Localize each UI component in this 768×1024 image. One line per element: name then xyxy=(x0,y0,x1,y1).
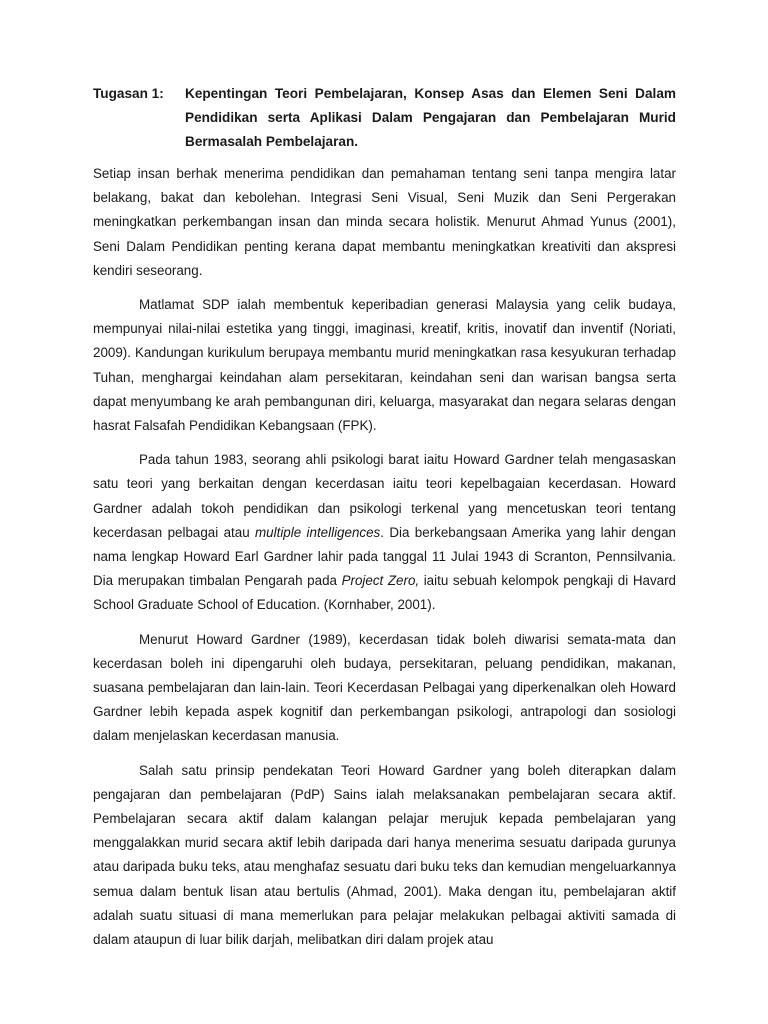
paragraph-3-text-b: . Dia berkebangsaan Amerika yang lahir dengan nama lengkap Howard Earl Gardner lahir pada tanggal 11 Julai 1943 di Scranton, Pennsilvania. Dia merupakan timbalan Pengarah pada xyxy=(93,524,676,589)
paragraph-4: Menurut Howard Gardner (1989), kecerdasan tidak boleh diwarisi semata-mata dan kecerdasan boleh ini dipengaruhi oleh budaya, persekitaran, peluang pendidikan, makanan, suasana pembelajaran dan lain-lain. Teori Kecerdasan Pelbagai yang diperkenalkan oleh Howard Gardner lebih kepada aspek kognitif dan perkembangan psikologi, antrapologi dan sosiologi dalam menjelaskan kecerdasan manusia. xyxy=(93,631,676,744)
assignment-label: Tugasan 1: xyxy=(93,86,164,101)
paragraph-3-text-a: Pada tahun 1983, seorang ahli psikologi barat iaitu Howard Gardner telah mengasaskan satu teori yang berkaitan dengan kecerdasan iaitu teori kepelbagaian kecerdasan. Howard Gardner adalah tokoh pendidikan dan psikologi terkenal yang mencetuskan teori tentang kecerdasan pelbagai atau xyxy=(93,452,676,540)
paragraph-3 xyxy=(93,448,676,617)
paragraph-5: Salah satu prinsip pendekatan Teori Howard Gardner yang boleh diterapkan dalam pengajaran dan pembelajaran (PdP) Sains ialah melaksanakan pembelajaran secara aktif. Pembelajaran secara aktif dalam kalangan pelajar merujuk kepada pembelajaran yang menggalakkan murid secara aktif lebih daripada dari hanya menerima sesuatu daripada gurunya atau daripada buku teks, atau menghafaz sesuatu dari buku teks dan kemudian mengeluarkannya semua dalam bentuk lisan atau bertulis (Ahmad, 2001). Maka dengan itu, pembelajaran aktif adalah suatu situasi di mana memerlukan para pelajar melakukan pelbagai aktiviti samada di dalam ataupun di luar bilik darjah, melibatkan diri dalam projek atau xyxy=(93,762,676,948)
paragraph-3-text-c: iaitu sebuah kelompok pengkaji di Havard School Graduate School of Education. (Kornhaber, 2001). xyxy=(93,573,676,613)
document-page xyxy=(93,82,676,962)
assignment-heading xyxy=(93,82,676,154)
multiple-intelligences-term: multiple intelligences xyxy=(255,524,381,540)
project-zero-term: Project Zero, xyxy=(341,573,420,589)
paragraph-1: Setiap insan berhak menerima pendidikan dan pemahaman tentang seni tanpa mengira latar belakang, bakat dan kebolehan. Integrasi Seni Visual, Seni Muzik dan Seni Pergerakan meningkatkan perkembangan insan dan minda secara holistik. Menurut Ahmad Yunus (2001), Seni Dalam Pendidikan penting kerana dapat membantu meningkatkan kreativiti dan akspresi kendiri seseorang. xyxy=(93,166,676,278)
paragraph-2: Matlamat SDP ialah membentuk keperibadian generasi Malaysia yang celik budaya, mempunyai nilai-nilai estetika yang tinggi, imaginasi, kreatif, kritis, inovatif dan inventif (Noriati, 2009). Kandungan kurikulum berupaya membantu murid meningkatkan rasa kesyukuran terhadap Tuhan, menghargai keindahan alam persekitaran, keindahan seni dan warisan bangsa serta dapat menyumbang ke arah pembangunan diri, keluarga, masyarakat dan negara selaras dengan hasrat Falsafah Pendidikan Kebangsaan (FPK). xyxy=(93,297,676,434)
assignment-title: Kepentingan Teori Pembelajaran, Konsep Asas dan Elemen Seni Dalam Pendidikan serta Aplikasi Dalam Pengajaran dan Pembelajaran Murid Bermasalah Pembelajaran. xyxy=(185,86,676,149)
